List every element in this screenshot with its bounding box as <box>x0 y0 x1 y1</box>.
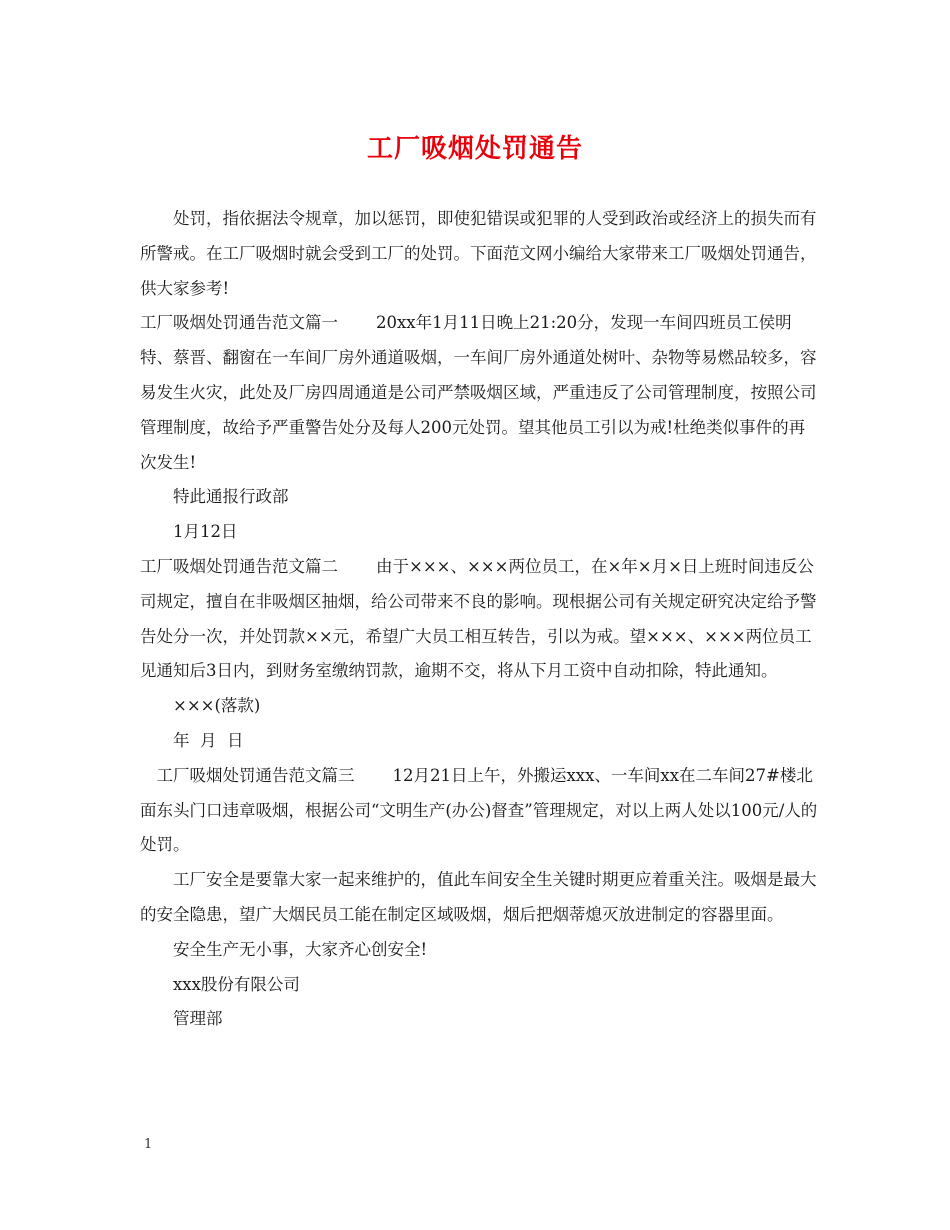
sample1-date: 1月12日 <box>173 522 238 542</box>
sample1-heading: 工厂吸烟处罚通告范文篇一 <box>140 313 338 333</box>
page-number: 1 <box>144 1137 153 1152</box>
document-body <box>140 202 820 1037</box>
sample2-sign: ×××(落款) <box>173 696 261 716</box>
sample3-para2: 工厂安全是要靠大家一起来维护的，值此车间安全生关键时期更应着重关注。吸烟是最大的安全隐患，望广大烟民员工能在制定区域吸烟，烟后把烟蒂熄灭放进制定的容器里面。 <box>140 870 817 924</box>
sample3-para3: 安全生产无小事，大家齐心创安全! <box>173 939 428 959</box>
sample2-date: 年 月 日 <box>173 730 244 750</box>
sample2-heading: 工厂吸烟处罚通告范文篇二 <box>140 556 338 576</box>
sample2-text: 由于×××、×××两位员工，在×年×月×日上班时间违反公司规定，擅自在非吸烟区抽烟，给公司带来不良的影响。现根据公司有关规定研究决定给予警告处分一次，并处罚款××元，希望广大员工相互转告，引以为戒。望×××、×××两位员工见通知后3日内，到财务室缴纳罚款，逾期不交，将从下月工资中自动扣除，特此通知。 <box>140 556 817 681</box>
sample1-text: 20xx年1月11日晚上21:20分，发现一车间四班员工侯明特、蔡晋、翻窗在一车间厂房外通道吸烟，一车间厂房外通道处树叶、杂物等易燃品较多，容易发生火灾，此处及厂房四周通道是公司严禁吸烟区域，严重违反了公司管理制度，按照公司管理制度，故给予严重警告处分及每人200元处罚。望其他员工引以为戒!杜绝类似事件的再次发生! <box>140 313 817 472</box>
intro-paragraph: 处罚，指依据法令规章，加以惩罚，即使犯错误或犯罪的人受到政治或经济上的损失而有所警戒。在工厂吸烟时就会受到工厂的处罚。下面范文网小编给大家带来工厂吸烟处罚通告，供大家参考! <box>140 209 817 298</box>
sample3-heading: 工厂吸烟处罚通告范文篇三 <box>156 765 355 785</box>
sample1-sign: 特此通报行政部 <box>173 487 289 507</box>
sample3-text: 12月21日上午，外搬运xxx、一车间xx在二车间27#楼北面东头门口违章吸烟，根据公司“文明生产(办公)督查”管理规定，对以上两人处以100元/人的处罚。 <box>140 765 818 855</box>
sample3-company: xxx股份有限公司 <box>173 974 300 994</box>
sample1-paragraph <box>140 306 820 480</box>
sample3-paragraph <box>140 759 820 863</box>
sample2-paragraph <box>140 550 820 689</box>
document-title: 工厂吸烟处罚通告 <box>366 134 583 164</box>
sample3-dept: 管理部 <box>173 1009 223 1029</box>
